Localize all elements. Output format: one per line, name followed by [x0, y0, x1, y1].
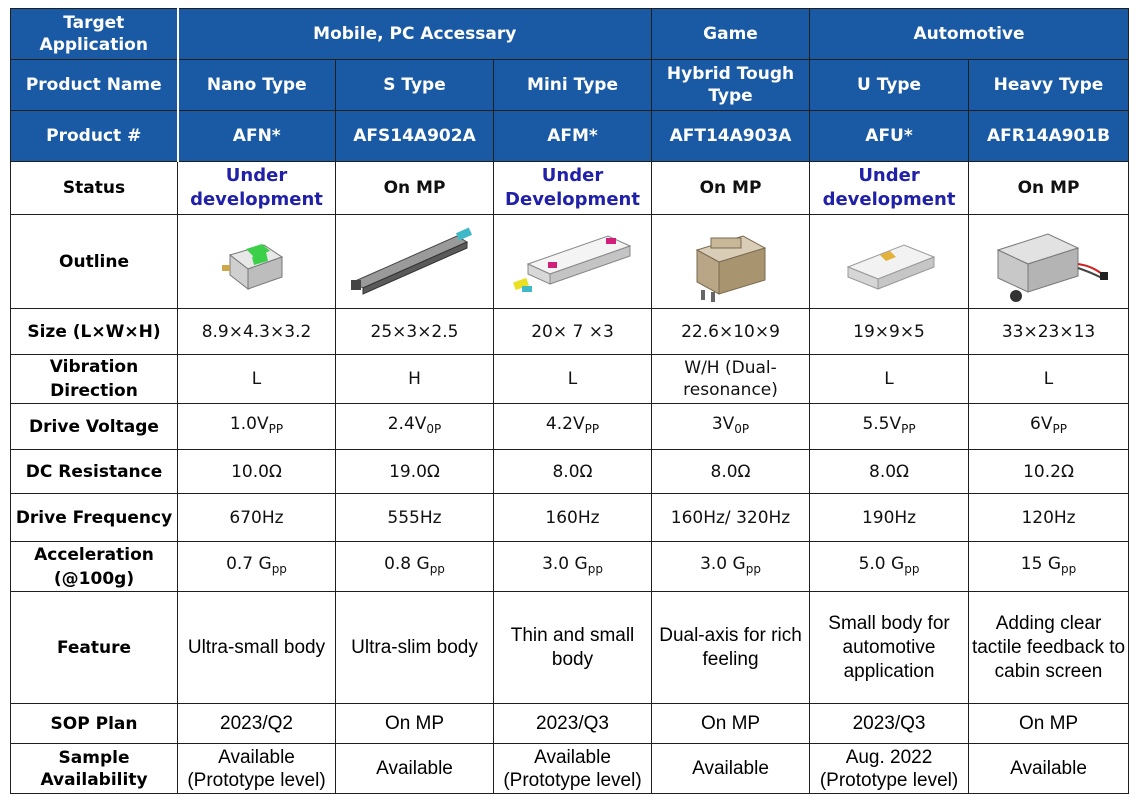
- status-value: Under development: [810, 162, 969, 215]
- accel-subscript: pp: [904, 562, 920, 576]
- frequency-value: 670Hz: [178, 494, 336, 542]
- voltage-cell: [336, 404, 494, 450]
- vibration-value: L: [494, 355, 652, 404]
- row-label-sample: Sample Availability: [11, 744, 178, 794]
- resistance-row: [11, 450, 1129, 494]
- frequency-value: 120Hz: [969, 494, 1129, 542]
- resistance-value: 8.0Ω: [494, 450, 652, 494]
- size-value: 33×23×13: [969, 309, 1129, 355]
- accel-value: 3.0 G: [542, 554, 588, 574]
- u-type-actuator-image: [810, 215, 969, 309]
- row-label-acceleration: Acceleration (@100g): [11, 542, 178, 592]
- voltage-subscript: PP: [584, 422, 600, 436]
- product-number: AFU*: [810, 111, 969, 162]
- row-label-status: Status: [11, 162, 178, 215]
- automotive-header: Automotive: [810, 9, 1129, 60]
- product-name: S Type: [336, 60, 494, 111]
- product-number: AFN*: [178, 111, 336, 162]
- product-name: Nano Type: [178, 60, 336, 111]
- vibration-value: L: [810, 355, 969, 404]
- size-value: 19×9×5: [810, 309, 969, 355]
- sample-value: Available: [969, 744, 1129, 794]
- voltage-subscript: PP: [1052, 422, 1067, 436]
- game-header: Game: [652, 9, 810, 60]
- sop-value: 2023/Q3: [810, 704, 969, 744]
- product-number: AFM*: [494, 111, 652, 162]
- resistance-value: 8.0Ω: [810, 450, 969, 494]
- accel-value: 0.7 G: [226, 554, 272, 574]
- voltage-subscript: PP: [268, 422, 284, 436]
- product-number-label: Product #: [11, 111, 178, 162]
- vibration-value: W/H (Dual-resonance): [652, 355, 810, 404]
- resistance-value: 10.2Ω: [969, 450, 1129, 494]
- feature-value: Thin and small body: [494, 592, 652, 704]
- product-name-label: Product Name: [11, 60, 178, 111]
- sop-value: 2023/Q3: [494, 704, 652, 744]
- heavy-actuator-image: [969, 215, 1129, 309]
- voltage-value: 2.4V: [387, 414, 427, 434]
- product-spec-table: [10, 8, 1129, 794]
- feature-value: Adding clear tactile feedback to cabin screen: [969, 592, 1129, 704]
- accel-subscript: pp: [271, 562, 287, 576]
- accel-cell: [652, 542, 810, 592]
- target-application-label: Target Application: [11, 9, 178, 60]
- voltage-row: [11, 404, 1129, 450]
- accel-subscript: pp: [1061, 562, 1077, 576]
- frequency-value: 190Hz: [810, 494, 969, 542]
- accel-cell: [969, 542, 1129, 592]
- outline-row: [11, 215, 1129, 309]
- voltage-subscript: PP: [901, 422, 916, 436]
- product-name: Hybrid Tough Type: [652, 60, 810, 111]
- product-name: U Type: [810, 60, 969, 111]
- accel-value: 5.0 G: [858, 554, 905, 574]
- voltage-subscript: 0P: [734, 422, 750, 436]
- sample-value: Aug. 2022 (Prototype level): [810, 744, 969, 794]
- accel-cell: [178, 542, 336, 592]
- status-value: On MP: [652, 162, 810, 215]
- row-label-frequency: Drive Frequency: [11, 494, 178, 542]
- accel-subscript: pp: [429, 562, 445, 576]
- row-label-feature: Feature: [11, 592, 178, 704]
- voltage-value: 5.5V: [862, 414, 902, 434]
- product-number: AFR14A901B: [969, 111, 1129, 162]
- hybrid-actuator-image: [652, 215, 810, 309]
- status-value: Under Development: [494, 162, 652, 215]
- frequency-value: 555Hz: [336, 494, 494, 542]
- feature-value: Small body for automotive application: [810, 592, 969, 704]
- acceleration-row: [11, 542, 1129, 592]
- sample-value: Available: [652, 744, 810, 794]
- sample-value: Available: [336, 744, 494, 794]
- feature-value: Ultra-slim body: [336, 592, 494, 704]
- vibration-value: L: [969, 355, 1129, 404]
- size-value: 20× 7 ×3: [494, 309, 652, 355]
- status-value: Under development: [178, 162, 336, 215]
- product-name: Heavy Type: [969, 60, 1129, 111]
- vibration-row: [11, 355, 1129, 404]
- frequency-row: [11, 494, 1129, 542]
- header-row-product-name: [11, 60, 1129, 111]
- sop-value: On MP: [652, 704, 810, 744]
- row-label-sop: SOP Plan: [11, 704, 178, 744]
- size-value: 8.9×4.3×3.2: [178, 309, 336, 355]
- frequency-value: 160Hz: [494, 494, 652, 542]
- voltage-cell: [178, 404, 336, 450]
- product-number: AFS14A902A: [336, 111, 494, 162]
- status-value: On MP: [969, 162, 1129, 215]
- sop-value: 2023/Q2: [178, 704, 336, 744]
- sample-value: Available (Prototype level): [494, 744, 652, 794]
- feature-value: Dual-axis for rich feeling: [652, 592, 810, 704]
- accel-subscript: pp: [745, 562, 761, 576]
- row-label-resistance: DC Resistance: [11, 450, 178, 494]
- voltage-cell: [494, 404, 652, 450]
- voltage-value: 4.2V: [545, 414, 585, 434]
- voltage-cell: [969, 404, 1129, 450]
- sop-row: [11, 704, 1129, 744]
- row-label-size: Size (L×W×H): [11, 309, 178, 355]
- resistance-value: 8.0Ω: [652, 450, 810, 494]
- size-row: [11, 309, 1129, 355]
- accel-cell: [494, 542, 652, 592]
- voltage-value: 1.0V: [229, 414, 269, 434]
- accel-value: 15 G: [1020, 554, 1061, 574]
- feature-value: Ultra-small body: [178, 592, 336, 704]
- product-number: AFT14A903A: [652, 111, 810, 162]
- status-row: [11, 162, 1129, 215]
- accel-subscript: pp: [587, 562, 603, 576]
- vibration-value: H: [336, 355, 494, 404]
- sop-value: On MP: [969, 704, 1129, 744]
- size-value: 22.6×10×9: [652, 309, 810, 355]
- accel-cell: [810, 542, 969, 592]
- row-label-outline: Outline: [11, 215, 178, 309]
- mini-actuator-image: [494, 215, 652, 309]
- resistance-value: 19.0Ω: [336, 450, 494, 494]
- resistance-value: 10.0Ω: [178, 450, 336, 494]
- sample-value: Available (Prototype level): [178, 744, 336, 794]
- header-row-product-number: [11, 111, 1129, 162]
- s-type-actuator-image: [336, 215, 494, 309]
- voltage-value: 6V: [1030, 414, 1053, 434]
- accel-value: 3.0 G: [700, 554, 746, 574]
- mobile-pc-header: Mobile, PC Accessary: [178, 9, 652, 60]
- accel-cell: [336, 542, 494, 592]
- frequency-value: 160Hz/ 320Hz: [652, 494, 810, 542]
- voltage-subscript: 0P: [426, 422, 442, 436]
- row-label-voltage: Drive Voltage: [11, 404, 178, 450]
- size-value: 25×3×2.5: [336, 309, 494, 355]
- voltage-value: 3V: [711, 414, 735, 434]
- sample-row: [11, 744, 1129, 794]
- vibration-value: L: [178, 355, 336, 404]
- sop-value: On MP: [336, 704, 494, 744]
- feature-row: [11, 592, 1129, 704]
- nano-actuator-image: [178, 215, 336, 309]
- voltage-cell: [810, 404, 969, 450]
- header-row-application: [11, 9, 1129, 60]
- row-label-vibration: Vibration Direction: [11, 355, 178, 404]
- product-name: Mini Type: [494, 60, 652, 111]
- status-value: On MP: [336, 162, 494, 215]
- voltage-cell: [652, 404, 810, 450]
- accel-value: 0.8 G: [384, 554, 430, 574]
